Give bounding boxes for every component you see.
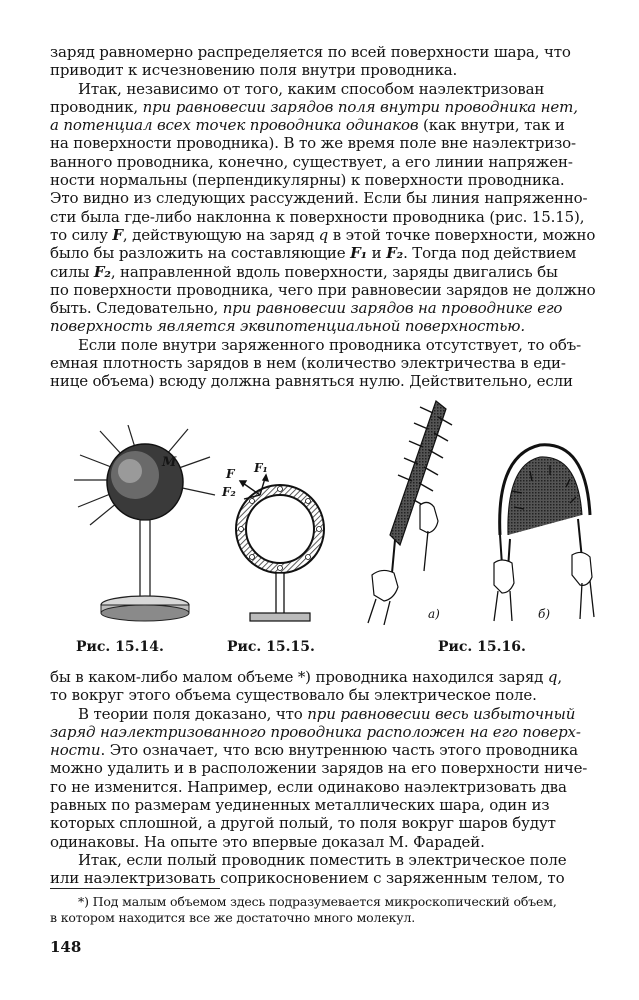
- text-line: [50, 98, 590, 116]
- text-segment: ности нормальны (перпендикулярны) к поверхности проводника.: [50, 171, 565, 190]
- text-segment: бы в каком-либо малом объеме *) проводника находился заряд: [50, 668, 548, 686]
- text-line: [50, 189, 590, 207]
- text-segment: F₂: [386, 244, 404, 263]
- text-line: [50, 208, 590, 226]
- figure-15-16-a: [350, 395, 460, 625]
- text-segment: нице объема) всюду должна равняться нулю. Действительно, если: [50, 372, 573, 391]
- figure-15-14-caption: Рис. 15.14.: [76, 639, 164, 655]
- text-line: [50, 759, 590, 777]
- body-text-top: [50, 43, 596, 391]
- text-segment: одинаковы. На опыте это впервые доказал М. Фарадей.: [50, 832, 485, 851]
- text-segment: было бы разложить на составляющие: [50, 244, 351, 263]
- text-line: [50, 796, 590, 814]
- text-line: [50, 171, 590, 189]
- text-segment: , действующую на заряд: [122, 225, 319, 244]
- footnote-line: в котором находится все же достаточно много молекул.: [50, 910, 416, 925]
- text-line: [50, 778, 590, 796]
- text-segment: . Это означает, что всю внутреннюю часть этого проводника: [100, 741, 578, 760]
- text-segment: проводник,: [50, 97, 143, 116]
- text-line: [50, 705, 590, 723]
- text-line: [50, 317, 590, 335]
- text-segment: q: [318, 225, 329, 244]
- text-segment: F: [112, 225, 123, 244]
- text-segment: при равновесии весь избыточный: [307, 704, 576, 723]
- text-line: [50, 354, 590, 372]
- text-line: [50, 280, 596, 299]
- text-line: [50, 61, 590, 79]
- page-number: 148: [50, 938, 82, 956]
- text-segment: быть. Следовательно,: [50, 299, 223, 318]
- figures-row: [50, 395, 600, 665]
- text-line: [50, 814, 590, 832]
- text-line: [50, 372, 590, 390]
- text-line: [50, 116, 590, 134]
- text-segment: (как внутри, так и: [418, 116, 565, 135]
- text-segment: F₂: [93, 262, 111, 281]
- text-segment: можно удалить и в расположении зарядов на его поверхности ниче-: [50, 759, 588, 778]
- text-line: [50, 134, 590, 152]
- figure-15-15-label-f1: F₁: [254, 461, 268, 475]
- text-line: [50, 336, 590, 354]
- text-segment: сти была где-либо наклонна к поверхности проводника (рис. 15.15),: [50, 207, 585, 226]
- figure-15-16-label-b: б): [538, 607, 551, 621]
- text-segment: приводит к исчезновению поля внутри проводника.: [50, 61, 458, 80]
- text-line: [50, 43, 590, 61]
- text-line: [50, 225, 596, 244]
- text-segment: по поверхности проводника, чего при равновесии зарядов не должно: [50, 280, 596, 299]
- figure-15-14-label-m: M: [162, 455, 177, 470]
- figure-15-15-label-f: F: [226, 467, 235, 481]
- text-line: [50, 668, 590, 686]
- text-segment: а потенциал всех точек проводника одинаков: [50, 116, 419, 135]
- text-line: [50, 686, 590, 704]
- text-line: [50, 869, 590, 887]
- figure-15-14: [70, 425, 220, 625]
- text-segment: ванного проводника, конечно, существует, а его линии напряжен-: [50, 152, 573, 171]
- figure-15-16-caption: Рис. 15.16.: [438, 639, 526, 655]
- text-segment: и: [367, 244, 387, 263]
- text-segment: на поверхности проводника). В то же время поле вне наэлектризо-: [50, 134, 576, 153]
- text-segment: заряд наэлектризованного проводника расположен на его поверх-: [50, 722, 581, 741]
- text-segment: , направленной вдоль поверхности, заряды двигались бы: [110, 262, 558, 281]
- text-line: [50, 299, 590, 317]
- text-segment: Итак, если полый проводник поместить в электрическое поле: [78, 850, 567, 869]
- text-segment: силы: [50, 262, 94, 281]
- text-line: [50, 244, 590, 262]
- text-segment: Итак, независимо от того, каким способом наэлектризован: [78, 79, 545, 98]
- body-text-bottom: [50, 668, 590, 888]
- text-segment: при равновесии зарядов поля внутри проводника нет,: [142, 97, 578, 116]
- text-segment: q: [547, 668, 558, 686]
- text-segment: в этой точке поверхности, можно: [328, 225, 596, 244]
- text-segment: ности: [50, 741, 101, 760]
- text-segment: . Тогда под действием: [403, 244, 577, 263]
- footnote: [50, 894, 590, 926]
- figure-15-15-label-f2: F₂: [222, 485, 236, 499]
- text-segment: или наэлектризовать соприкосновением с заряженным телом, то: [50, 869, 565, 888]
- figure-15-16-b: [490, 435, 600, 625]
- text-segment: поверхность является эквипотенциальной поверхностью.: [50, 317, 525, 336]
- text-segment: го не изменится. Например, если одинаково наэлектризовать два: [50, 777, 567, 796]
- text-segment: то вокруг этого объема существовало бы электрическое поле.: [50, 686, 537, 705]
- footnote-divider: [50, 888, 220, 889]
- figure-15-16-label-a: а): [428, 607, 440, 621]
- text-line: [50, 263, 590, 281]
- text-segment: заряд равномерно распределяется по всей поверхности шара, что: [50, 43, 571, 61]
- text-segment: Это видно из следующих рассуждений. Если бы линия напряженно-: [50, 189, 588, 208]
- text-segment: ,: [557, 668, 562, 686]
- text-line: [50, 80, 590, 98]
- text-segment: емная плотность зарядов в нем (количество электричества в еди-: [50, 354, 566, 373]
- text-segment: при равновесии зарядов на проводнике его: [222, 299, 563, 318]
- text-segment: Если поле внутри заряженного проводника отсутствует, то объ-: [78, 335, 582, 354]
- text-segment: равных по размерам уединенных металлических шара, один из: [50, 796, 550, 815]
- text-segment: F₁: [350, 244, 368, 263]
- text-line: [50, 833, 590, 851]
- text-line: [50, 723, 590, 741]
- text-segment: В теории поля доказано, что: [78, 704, 308, 723]
- text-line: [50, 851, 590, 869]
- text-line: [50, 153, 590, 171]
- text-segment: которых сплошной, а другой полый, то поля вокруг шаров будут: [50, 814, 556, 833]
- text-line: [50, 741, 590, 759]
- footnote-line: *) Под малым объемом здесь подразумевается микроскопический объем,: [78, 894, 557, 909]
- figure-15-15-caption: Рис. 15.15.: [227, 639, 315, 655]
- text-segment: то силу: [50, 225, 113, 244]
